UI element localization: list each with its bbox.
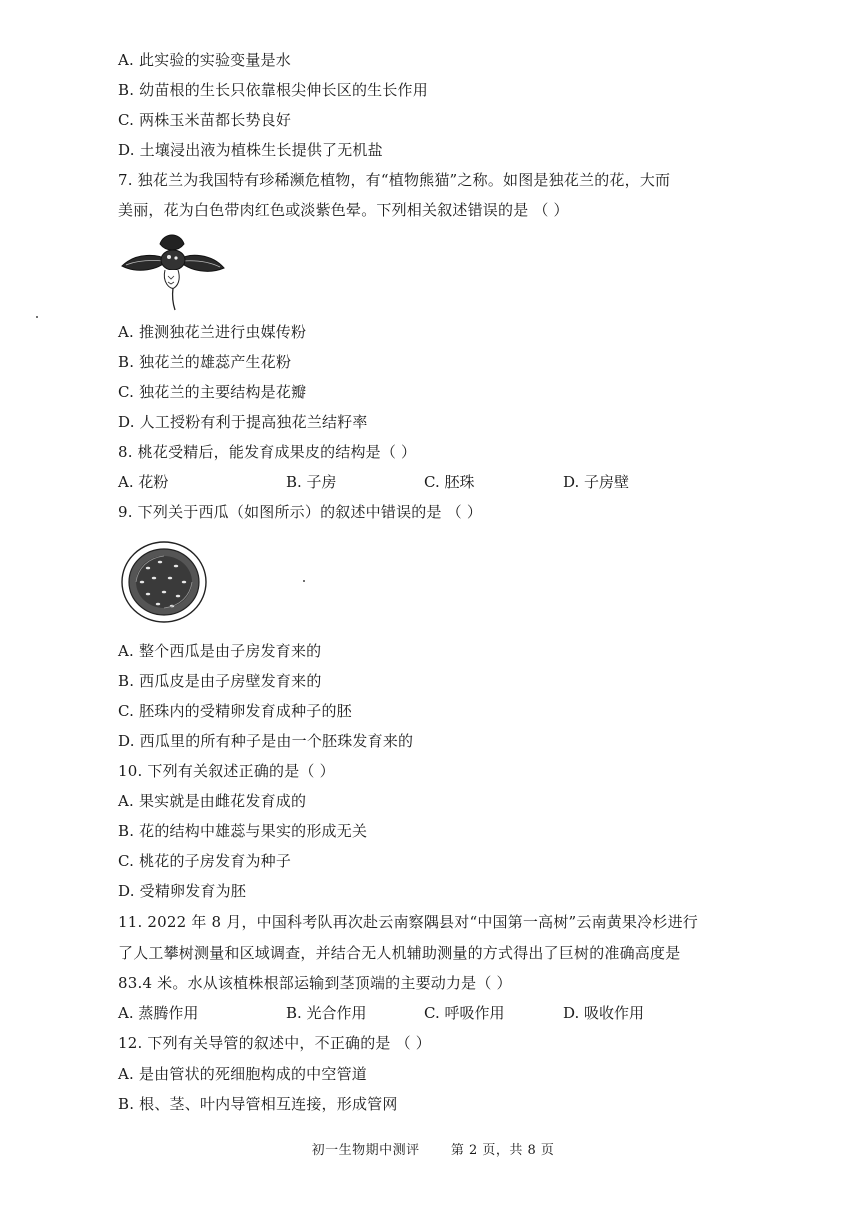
orchid-flower-sketch-icon [118,230,228,312]
scan-speck [303,580,305,582]
q6-option-c: C. 两株玉米苗都长势良好 [118,111,292,129]
q7-option-d: D. 人工授粉有利于提高独花兰结籽率 [118,413,368,431]
footer-page-info: 第 2 页，共 8 页 [450,1143,555,1158]
q8-option-a: A. 花粉 [118,473,169,491]
q7-stem-line2: 美丽，花为白色带肉红色或淡紫色晕。下列相关叙述错误的是 （ ） [118,201,569,219]
q10-option-a: A. 果实就是由雌花发育成的 [118,792,307,810]
q6-option-b: B. 幼苗根的生长只依靠根尖伸长区的生长作用 [118,81,428,99]
q9-option-a: A. 整个西瓜是由子房发育来的 [118,642,322,660]
q11-option-c: C. 呼吸作用 [424,1004,505,1022]
q6-option-a: A. 此实验的实验变量是水 [118,51,291,69]
q11-stem-line1: 11. 2022 年 8 月，中国科考队再次赴云南察隅县对“中国第一高树”云南黄果冷杉进行 [118,913,698,931]
q12-stem: 12. 下列有关导管的叙述中，不正确的是 （ ） [118,1034,431,1052]
q10-option-b: B. 花的结构中雄蕊与果实的形成无关 [118,822,368,840]
watermelon-sketch-icon [118,538,212,626]
q12-option-b: B. 根、茎、叶内导管相互连接，形成管网 [118,1095,398,1113]
scan-speck [36,316,38,318]
q11-option-a: A. 蒸腾作用 [118,1004,199,1022]
q8-option-c: C. 胚珠 [424,473,475,491]
footer-exam-name: 初一生物期中测评 [311,1143,420,1158]
q8-stem: 8. 桃花受精后，能发育成果皮的结构是（ ） [118,443,417,461]
q9-option-c: C. 胚珠内的受精卵发育成种子的胚 [118,702,352,720]
q8-option-b: B. 子房 [286,473,337,491]
q7-option-b: B. 独花兰的雄蕊产生花粉 [118,353,292,371]
q11-option-d: D. 吸收作用 [563,1004,645,1022]
q12-option-a: A. 是由管状的死细胞构成的中空管道 [118,1065,367,1083]
q9-option-b: B. 西瓜皮是由子房壁发育来的 [118,672,322,690]
q7-option-a: A. 推测独花兰进行虫媒传粉 [118,323,307,341]
q7-option-c: C. 独花兰的主要结构是花瓣 [118,383,307,401]
q9-stem: 9. 下列关于西瓜（如图所示）的叙述中错误的是 （ ） [118,503,483,521]
q9-option-d: D. 西瓜里的所有种子是由一个胚珠发育来的 [118,732,414,750]
q10-option-d: D. 受精卵发育为胚 [118,882,247,900]
q11-option-b: B. 光合作用 [286,1004,367,1022]
q11-stem-line3: 83.4 米。水从该植株根部运输到茎顶端的主要动力是（ ） [118,974,512,992]
q7-stem-line1: 7. 独花兰为我国特有珍稀濒危植物，有“植物熊猫”之称。如图是独花兰的花，大而 [118,171,671,189]
page-footer [0,1142,866,1160]
q11-stem-line2: 了人工攀树测量和区域调查，并结合无人机辅助测量的方式得出了巨树的准确高度是 [118,944,681,962]
q10-option-c: C. 桃花的子房发育为种子 [118,852,292,870]
q8-option-d: D. 子房壁 [563,473,630,491]
q10-stem: 10. 下列有关叙述正确的是（ ） [118,762,335,780]
q6-option-d: D. 土壤浸出液为植株生长提供了无机盐 [118,141,383,159]
